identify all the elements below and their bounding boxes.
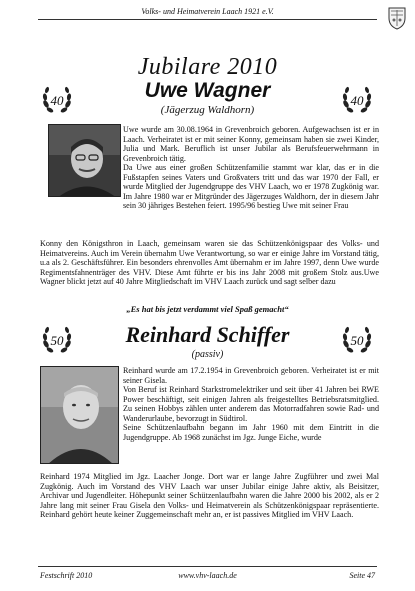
anniversary-wreath-right (340, 324, 374, 358)
person2-photo (40, 366, 119, 464)
footer-website: www.vhv-laach.de (178, 571, 237, 580)
footer-rule (38, 566, 377, 567)
person1-photo (48, 124, 121, 197)
bio-paragraph: Da Uwe aus einer großen Schützenfamilie stammt war klar, das er in die Fußstapfen seines Vaters und Großvaters tritt und das war 1970 der Fall, er wurde Mitglied der Jugendgruppe des VHV Laach, wo er 1978 Zugkönig war. Im Jahre 1980 war er Mitgründer des Jägerzuges Waldhorn, der in diesem Jahr sein 30 jähriges Bestehen feiert. 1995/96 bestieg Uwe mit seiner Frau (123, 163, 379, 210)
anniversary-wreath-left (40, 84, 74, 118)
person2-group: (passiv) (191, 349, 224, 360)
anniversary-years: 50 (350, 333, 364, 348)
bio-paragraph: Reinhard wurde am 17.2.1954 in Grevenbroich geboren. Verheiratet ist er mit seiner Gisela. (123, 366, 379, 385)
bio-paragraph: Von Beruf ist Reinhard Starkstromelektriker und seit über 41 Jahren bei RWE Power beschäftigt, seit einigen Jahren als freigestelltes Betriebsratsmitglied. Zu seinen Hobbys zählen unter anderem das Motorradfahren sowie Rad- und Wanderurlaube, bevorzugt in Südtirol. (123, 385, 379, 423)
person1-group: (Jägerzug Waldhorn) (160, 104, 255, 116)
section-heading: Jubilare 2010 (137, 54, 278, 80)
anniversary-years: 40 (50, 93, 64, 108)
person1-bio-side (123, 125, 379, 211)
person1-name: Uwe Wagner (144, 79, 271, 102)
page-number: Seite 47 (349, 571, 375, 580)
header-rule (38, 19, 377, 20)
anniversary-years: 50 (50, 333, 64, 348)
bio-paragraph: Seine Schützenlaufbahn begann im Jahr 1960 mit dem Eintritt in die Jugendgruppe. Ab 1968 zunächst im Jgz. Junge Eiche, wurde (123, 423, 379, 442)
person2-name: Reinhard Schiffer (125, 322, 290, 347)
person2-bio-full (40, 472, 379, 520)
bio-paragraph: Konny den Königsthron in Laach, gemeinsam waren sie das Schützenkönigspaar des Volks- und Heimatvereins. Auch im Verein übernahm Uwe Verantwortung, so war er einige Jahre im Vorstand tätig, u.a als 2. Geschäftsführer. Ein besonders ehrenvolles Amt übernahm er im Jahre 1997, denn Uwe wurde Regimentsfahnenträger des VHV. Diese Amt führte er bis ins Jahr 2008 mit großem Stolz aus.Uwe Wagner blickt jetzt auf 40 Jahre Mitgliedschaft im VHV Laach zurück und sagt selber dazu (40, 239, 379, 286)
bio-paragraph: Reinhard 1974 Mitglied im Jgz. Laacher Jonge. Dort war er lange Jahre Zugführer und zwei Mal Zugkönig. Auch im Vorstand des VHV Laach war unser Jubilar einige Jahre aktiv, als Beisitzer, Archivar und Jugendleiter. Höhepunkt seiner Schützenlaufbahn waren die Jahre 2000 bis 2002, als er 2 Jahre lang mit seiner Frau Gisela den Volks- und Heimatverein als Schützenkönigspaar repräsentierte. Reinhard gehört heute keiner Zuggemeinschaft mehr an, er ist passives Mitglied im VHV Laach. (40, 472, 379, 519)
person1-quote: „Es hat bis jetzt verdammt viel Spaß gemacht“ (126, 304, 289, 314)
page-header: Volks- und Heimatverein Laach 1921 e.V. (141, 7, 274, 16)
person1-bio-full (40, 239, 379, 287)
bio-paragraph: Uwe wurde am 30.08.1964 in Grevenbroich geboren. Aufgewachsen ist er in Laach. Verheiratet ist er mit seiner Konny, gemeinsam haben sie zwei Kinder, Julia und Mark. Beruflich ist unser Jubilar als Berufsfeuerwehrmann in Grevenbroich tätig. (123, 125, 379, 163)
anniversary-wreath-right (340, 84, 374, 118)
crest-icon (387, 6, 407, 30)
person2-bio-side (123, 366, 379, 442)
anniversary-wreath-left (40, 324, 74, 358)
footer-publication: Festschrift 2010 (40, 571, 93, 580)
anniversary-years: 40 (350, 93, 364, 108)
